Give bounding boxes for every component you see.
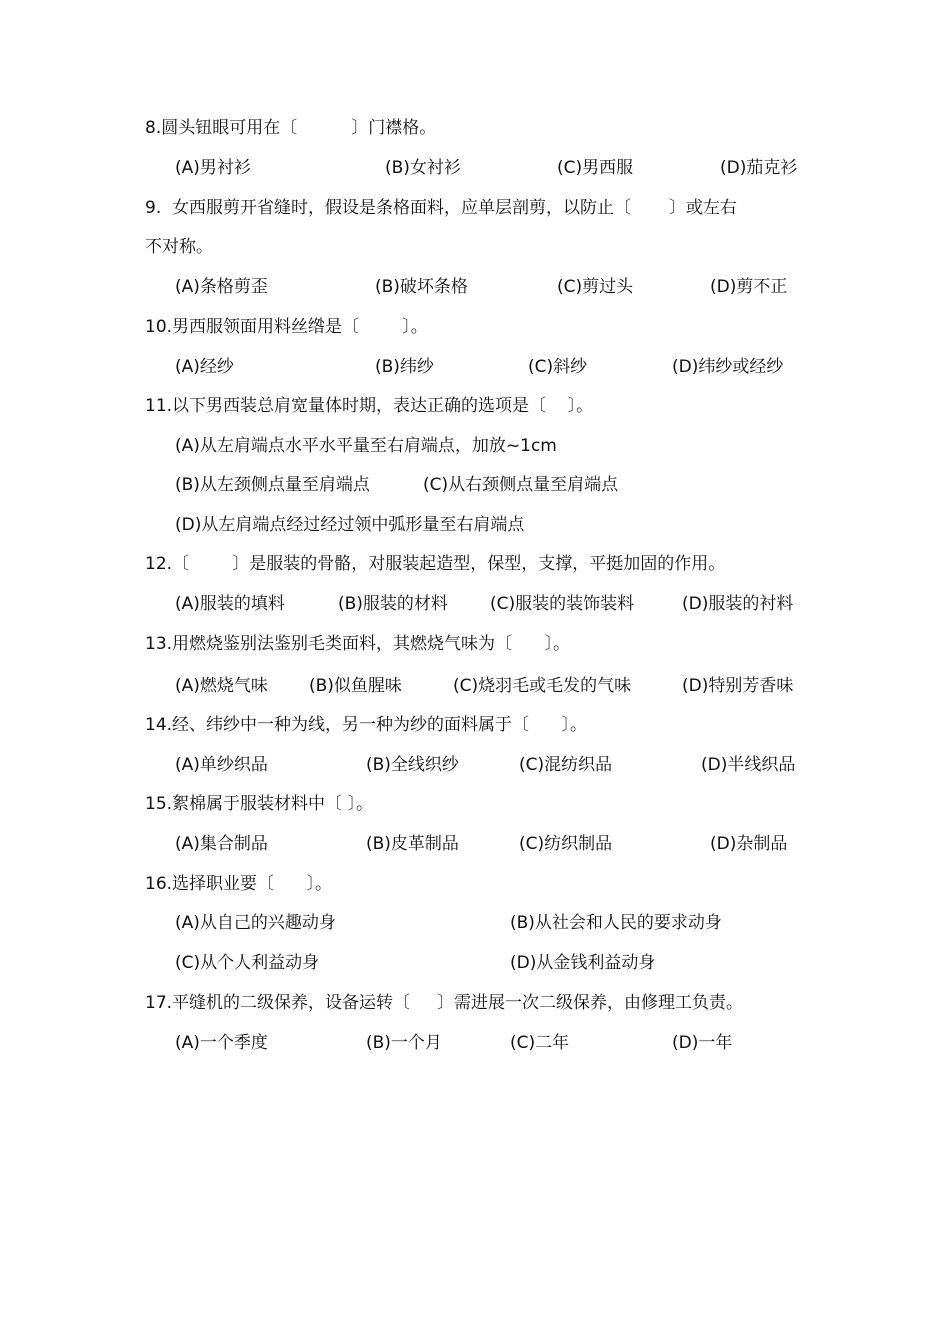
q11-option-d: (D)从左肩端点经过经过领中弧形量至右肩端点 xyxy=(175,515,525,535)
question-8-stem: 8.圆头钮眼可用在〔 〕门襟格。 xyxy=(145,118,437,138)
q10-option-a: (A)经纱 xyxy=(175,357,234,377)
q15-option-d: (D)杂制品 xyxy=(710,834,788,854)
q9-option-a: (A)条格剪歪 xyxy=(175,277,268,297)
question-11-stem: 11.以下男西装总肩宽量体时期，表达正确的选项是〔 〕。 xyxy=(145,396,594,416)
q10-option-c: (C)斜纱 xyxy=(528,357,588,377)
q13-option-b: (B)似鱼腥味 xyxy=(309,676,402,696)
question-9-stem-cont: 不对称。 xyxy=(145,237,213,257)
q13-option-a: (A)燃烧气味 xyxy=(175,676,268,696)
q14-option-c: (C)混纺织品 xyxy=(519,755,613,775)
question-13-stem: 13.用燃烧鉴别法鉴别毛类面料，其燃烧气味为〔 〕。 xyxy=(145,634,570,654)
q15-option-c: (C)纺织制品 xyxy=(519,834,613,854)
q14-option-a: (A)单纱织品 xyxy=(175,755,268,775)
question-15-stem: 15.絮棉属于服装材料中〔 〕。 xyxy=(145,794,373,814)
q12-option-b: (B)服装的材料 xyxy=(338,594,448,614)
q11-option-a: (A)从左肩端点水平水平量至右肩端点，加放~1cm xyxy=(175,436,557,456)
q8-option-d: (D)茄克衫 xyxy=(720,158,798,178)
q17-option-c: (C)二年 xyxy=(510,1033,570,1053)
q17-option-a: (A)一个季度 xyxy=(175,1033,268,1053)
q8-option-c: (C)男西服 xyxy=(557,158,634,178)
q17-option-d: (D)一年 xyxy=(672,1033,733,1053)
q13-option-d: (D)特别芳香味 xyxy=(682,676,794,696)
q16-option-b: (B)从社会和人民的要求动身 xyxy=(510,913,722,933)
q16-option-d: (D)从金钱利益动身 xyxy=(510,953,656,973)
q16-option-a: (A)从自己的兴趣动身 xyxy=(175,913,336,933)
q10-option-b: (B)纬纱 xyxy=(375,357,434,377)
q10-option-d: (D)纬纱或经纱 xyxy=(672,357,784,377)
q16-option-c: (C)从个人利益动身 xyxy=(175,953,320,973)
question-9-stem: 9. 女西服剪开省缝时，假设是条格面料，应单层剖剪，以防止〔 〕或左右 xyxy=(145,198,737,218)
question-10-stem: 10.男西服领面用料丝绺是〔 〕。 xyxy=(145,317,428,337)
q8-option-b: (B)女衬衫 xyxy=(385,158,461,178)
question-16-stem: 16.选择职业要〔 〕。 xyxy=(145,874,332,894)
q14-option-b: (B)全线织纱 xyxy=(366,755,459,775)
q15-option-b: (B)皮革制品 xyxy=(366,834,459,854)
q11-option-b: (B)从左颈侧点量至肩端点 xyxy=(175,475,370,495)
question-17-stem: 17.平缝机的二级保养，设备运转〔 〕需进展一次二级保养，由修理工负责。 xyxy=(145,993,744,1013)
q8-option-a: (A)男衬衫 xyxy=(175,158,251,178)
q9-option-c: (C)剪过头 xyxy=(557,277,634,297)
q15-option-a: (A)集合制品 xyxy=(175,834,268,854)
question-12-stem: 12.〔 〕是服装的骨骼，对服装起造型，保型，支撑，平挺加固的作用。 xyxy=(145,554,726,574)
q12-option-c: (C)服装的装饰装料 xyxy=(490,594,635,614)
q14-option-d: (D)半线织品 xyxy=(701,755,796,775)
q17-option-b: (B)一个月 xyxy=(366,1033,442,1053)
q9-option-d: (D)剪不正 xyxy=(710,277,788,297)
q11-option-c: (C)从右颈侧点量至肩端点 xyxy=(423,475,619,495)
q13-option-c: (C)烧羽毛或毛发的气味 xyxy=(453,676,632,696)
q9-option-b: (B)破坏条格 xyxy=(375,277,468,297)
q12-option-d: (D)服装的衬料 xyxy=(682,594,794,614)
question-14-stem: 14.经、纬纱中一种为线，另一种为纱的面料属于〔 〕。 xyxy=(145,715,587,735)
q12-option-a: (A)服装的填料 xyxy=(175,594,285,614)
